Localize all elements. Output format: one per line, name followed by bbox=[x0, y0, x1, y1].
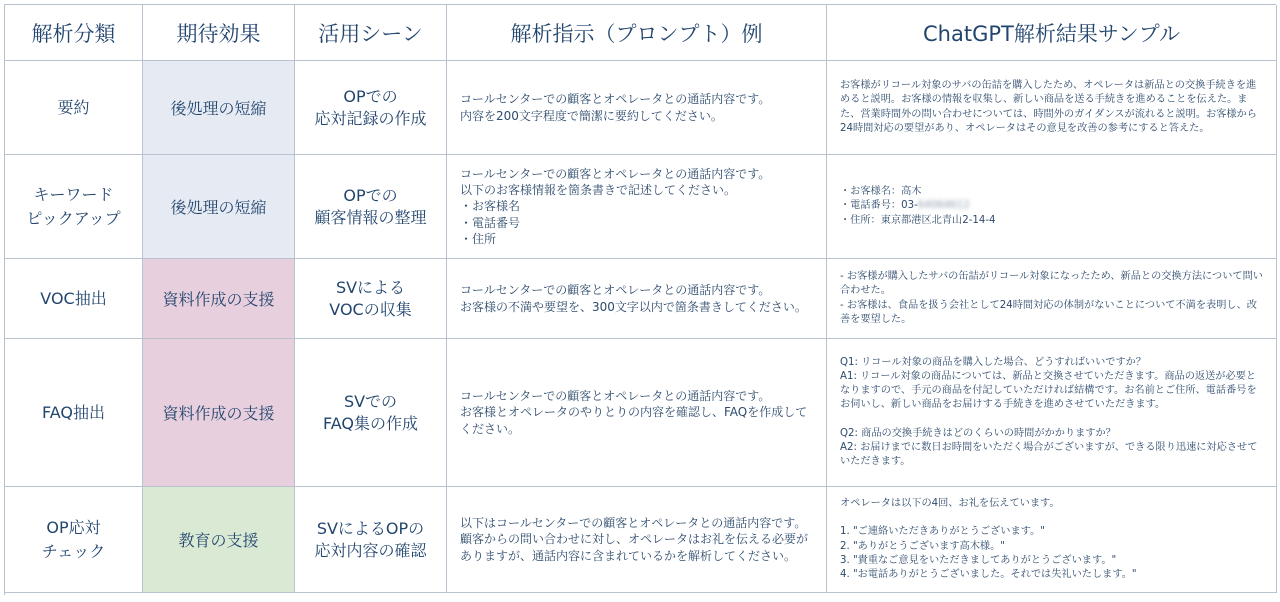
row-voc-category: VOC抽出 bbox=[5, 259, 143, 339]
row-op-check-prompt: 以下はコールセンターでの顧客とオペレータとの通話内容です。 顧客からの問い合わせに対し、オペレータはお礼を伝える必要がありますが、通話内容に含まれているかを解析してください。 bbox=[447, 487, 827, 593]
row-voc-effect: 資料作成の支援 bbox=[143, 259, 295, 339]
row-faq-scene: SVでの FAQ集の作成 bbox=[295, 339, 447, 487]
result-phone bbox=[840, 199, 996, 213]
row-keyword-prompt: コールセンターでの顧客とオペレータとの通話内容です。 以下のお客様情報を箇条書きで記述してください。 ・お客様名 ・電話番号 ・住所 bbox=[447, 155, 827, 259]
result-phone-masked: 64064612 bbox=[917, 200, 970, 212]
header-category: 解析分類 bbox=[5, 5, 143, 61]
row-faq-result: Q1: リコール対象の商品を購入した場合、どうすればいいですか？ A1: リコール対象の商品については、新品と交換させていただきます。商品の返送が必要となりますので、手元の商品を付記していただければ結構です。お名前とご住所、電話番号をお伺いし、新しい商品をお届けする手続きを進めさせていただきます。 Q2: 商品の交換手続きはどのくらいの時間がかかりますか？ A2: お届けまでに数日お時間をいただく場合がございますが、できる限り迅速に対応させていただきます。 bbox=[827, 339, 1277, 487]
row-faq-effect: 資料作成の支援 bbox=[143, 339, 295, 487]
row-summary-scene: OPでの 応対記録の作成 bbox=[295, 61, 447, 155]
row-faq-category: FAQ抽出 bbox=[5, 339, 143, 487]
result-customer-name: ・お客様名：高木 bbox=[840, 186, 922, 198]
row-summary-category: 要約 bbox=[5, 61, 143, 155]
row-voc-scene: SVによる VOCの収集 bbox=[295, 259, 447, 339]
header-prompt: 解析指示（プロンプト）例 bbox=[447, 5, 827, 61]
row-voc-result: - お客様が購入したサバの缶詰がリコール対象になったため、新品との交換方法について問い合わせた。 - お客様は、食品を扱う会社として24時間対応の体制がないことについて不満を表明し、改善を要望した。 bbox=[827, 259, 1277, 339]
header-effect: 期待効果 bbox=[143, 5, 295, 61]
row-summary-prompt: コールセンターでの顧客とオペレータとの通話内容です。 内容を200文字程度で簡潔に要約してください。 bbox=[447, 61, 827, 155]
row-op-check-result: オペレータは以下の4回、お礼を伝えています。 1. "ご連絡いただきありがとうございます。" 2. "ありがとうございます高木様。" 3. "貴重なご意見をいただきましてありがとうございます。" 4. "お電話ありがとうございました。それでは失礼いたします。" bbox=[827, 487, 1277, 593]
row-summary-result: お客様がリコール対象のサバの缶詰を購入したため、オペレータは新品との交換手続きを進めると説明。お客様の情報を収集し、新しい商品を送る手続きを進めることを伝えた。また、営業時間外の問い合わせについては、時間外のガイダンスが流れると説明。お客様から24時間対応の要望があり、オペレータはその意見を改善の参考にすると答えた。 bbox=[827, 61, 1277, 155]
row-faq-prompt: コールセンターでの顧客とオペレータとの通話内容です。 お客様とオペレータのやりとりの内容を確認し、FAQを作成してください。 bbox=[447, 339, 827, 487]
row-voc-prompt: コールセンターでの顧客とオペレータとの通話内容です。 お客様の不満や要望を、300文字以内で箇条書きしてください。 bbox=[447, 259, 827, 339]
row-op-check-scene: SVによるOPの 応対内容の確認 bbox=[295, 487, 447, 593]
row-keyword-effect: 後処理の短縮 bbox=[143, 155, 295, 259]
row-keyword-category: キーワード ピックアップ bbox=[5, 155, 143, 259]
row-op-check-category: OP応対 チェック bbox=[5, 487, 143, 593]
row-keyword-result bbox=[827, 155, 1277, 259]
result-address: ・住所：東京都港区北青山2-14-4 bbox=[840, 214, 996, 226]
analysis-table bbox=[4, 4, 1276, 595]
header-scene: 活用シーン bbox=[295, 5, 447, 61]
row-op-check-effect: 教育の支援 bbox=[143, 487, 295, 593]
header-result: ChatGPT解析結果サンプル bbox=[827, 5, 1277, 61]
row-keyword-scene: OPでの 顧客情報の整理 bbox=[295, 155, 447, 259]
result-phone-prefix: ・電話番号：03- bbox=[840, 200, 918, 212]
row-summary-effect: 後処理の短縮 bbox=[143, 61, 295, 155]
